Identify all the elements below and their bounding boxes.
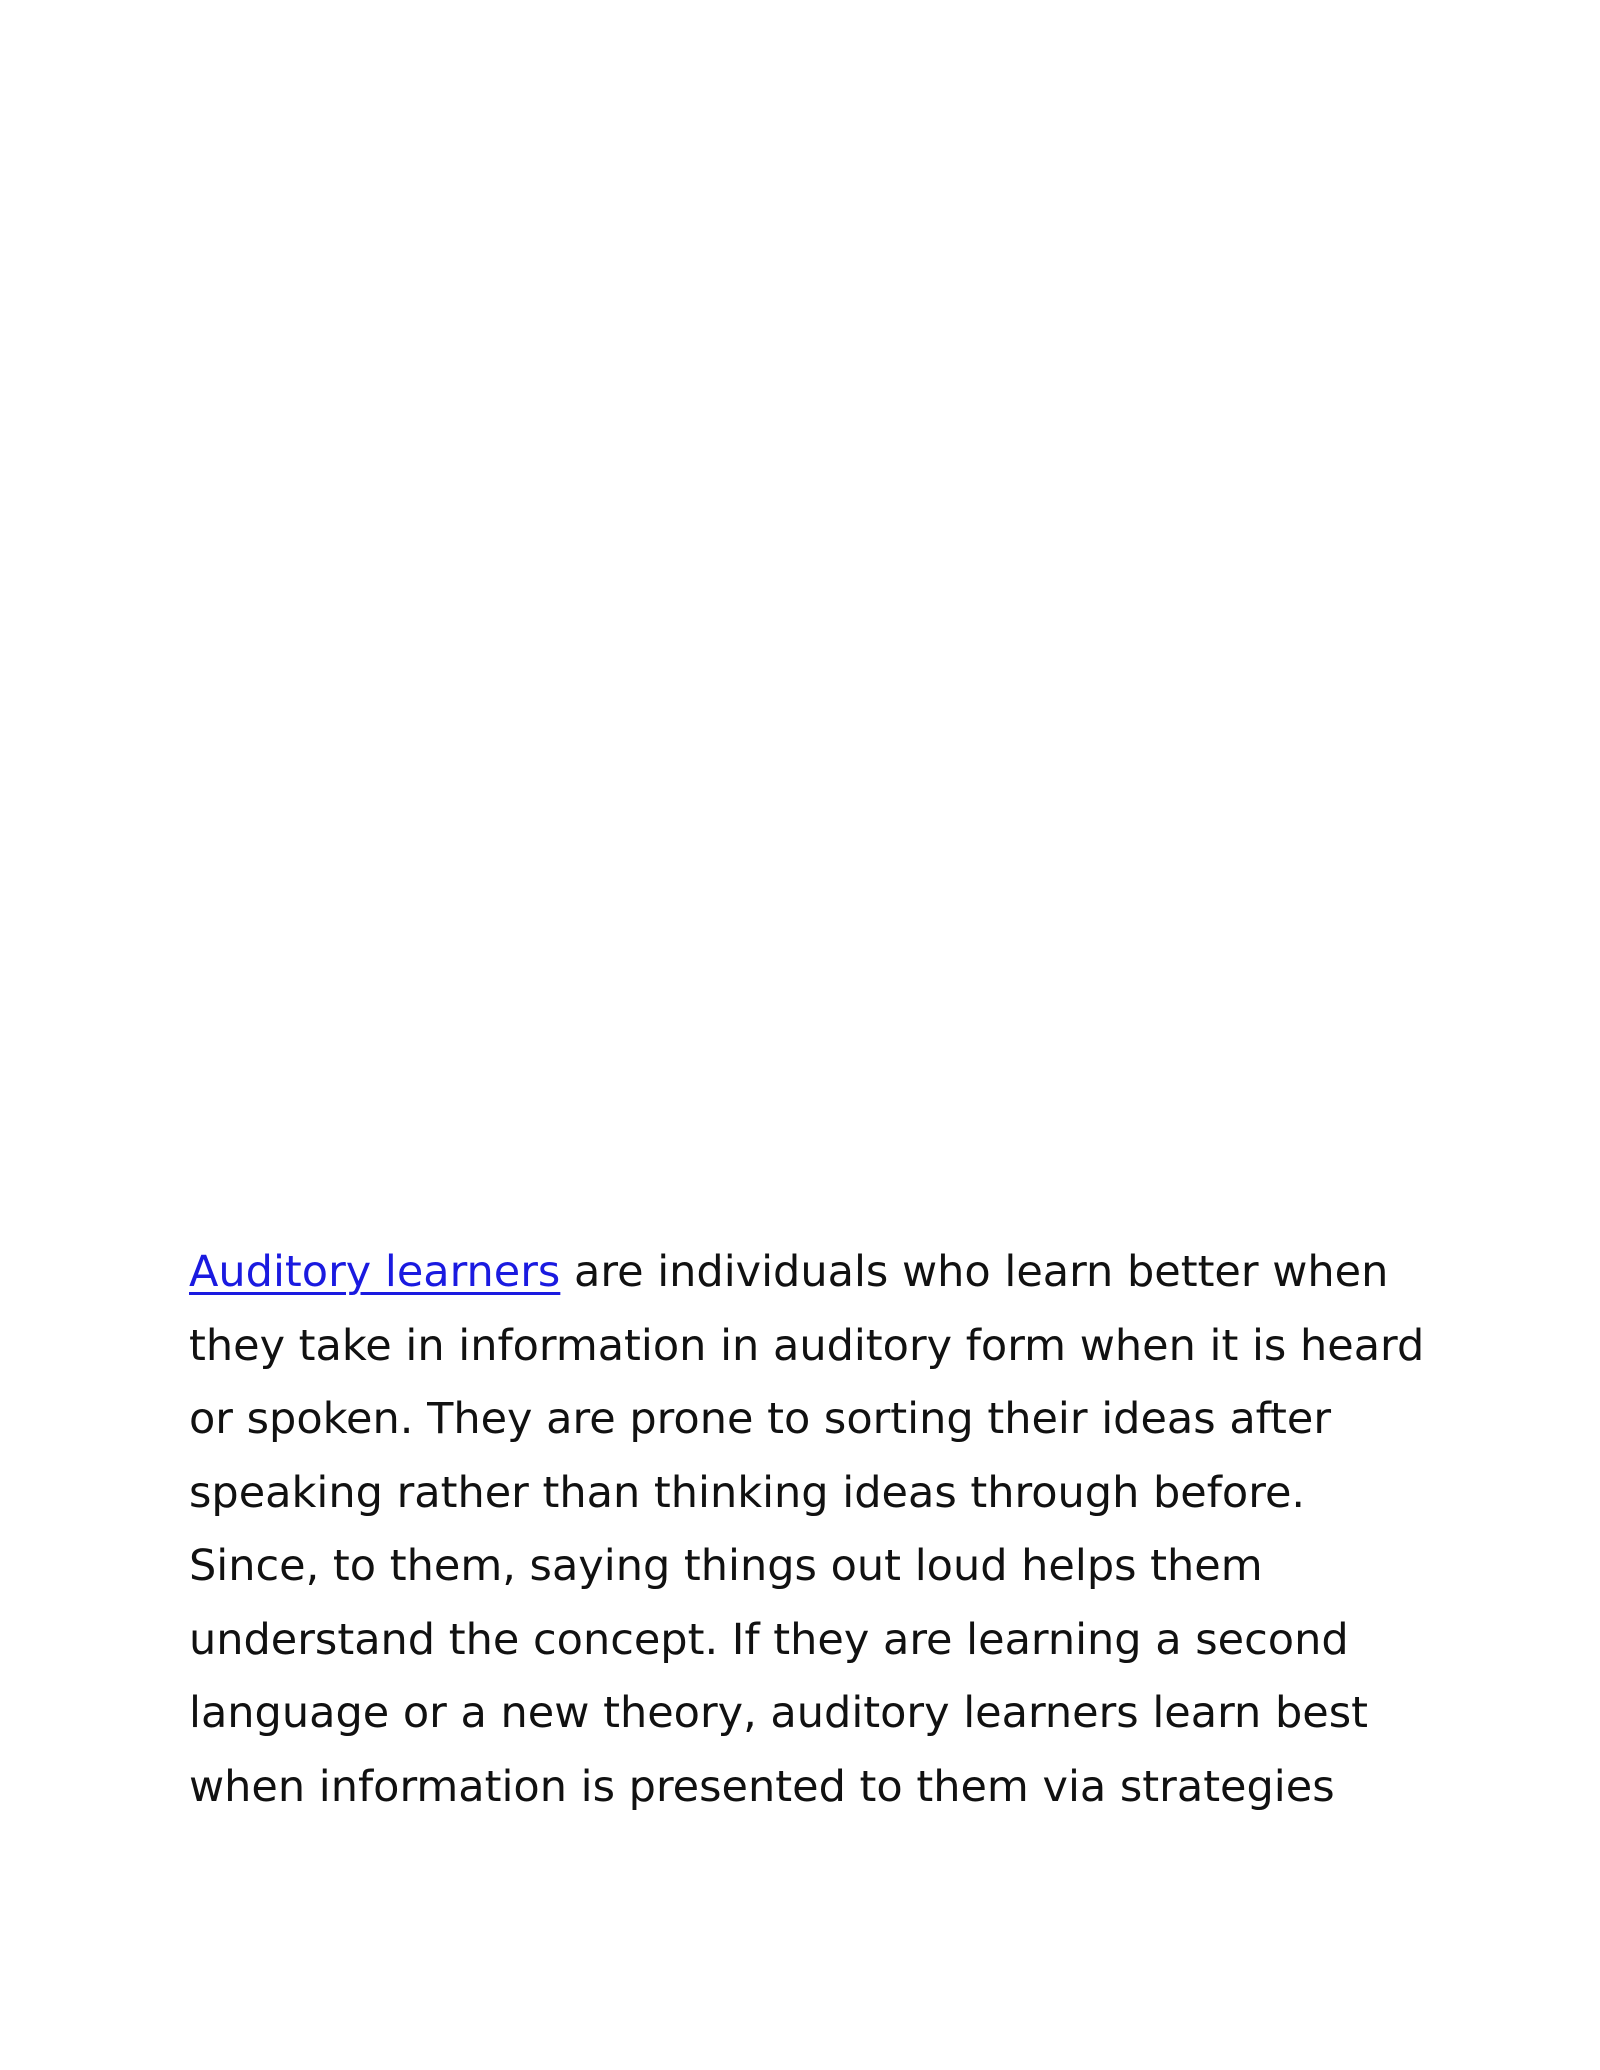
paragraph-line-5: Since, to them, saying things out loud helps them [189, 1541, 1263, 1591]
paragraph-line-6: understand the concept. If they are learning a second [189, 1614, 1349, 1665]
paragraph-line-1-text: are individuals who learn better when [560, 1247, 1389, 1297]
paragraph-line-4: speaking rather than thinking ideas through before. [189, 1467, 1306, 1518]
paragraph-line-3: or spoken. They are prone to sorting their ideas after [189, 1394, 1332, 1444]
body-paragraph [189, 1236, 1449, 1824]
paragraph-line-2: they take in information in auditory form when it is heard [189, 1320, 1425, 1371]
paragraph-line-7: language or a new theory, auditory learners learn best [189, 1688, 1368, 1738]
paragraph-line-1 [189, 1236, 1449, 1310]
auditory-learners-link[interactable]: Auditory learners [189, 1247, 561, 1297]
paragraph-line-8: when information is presented to them via strategies [189, 1761, 1335, 1812]
